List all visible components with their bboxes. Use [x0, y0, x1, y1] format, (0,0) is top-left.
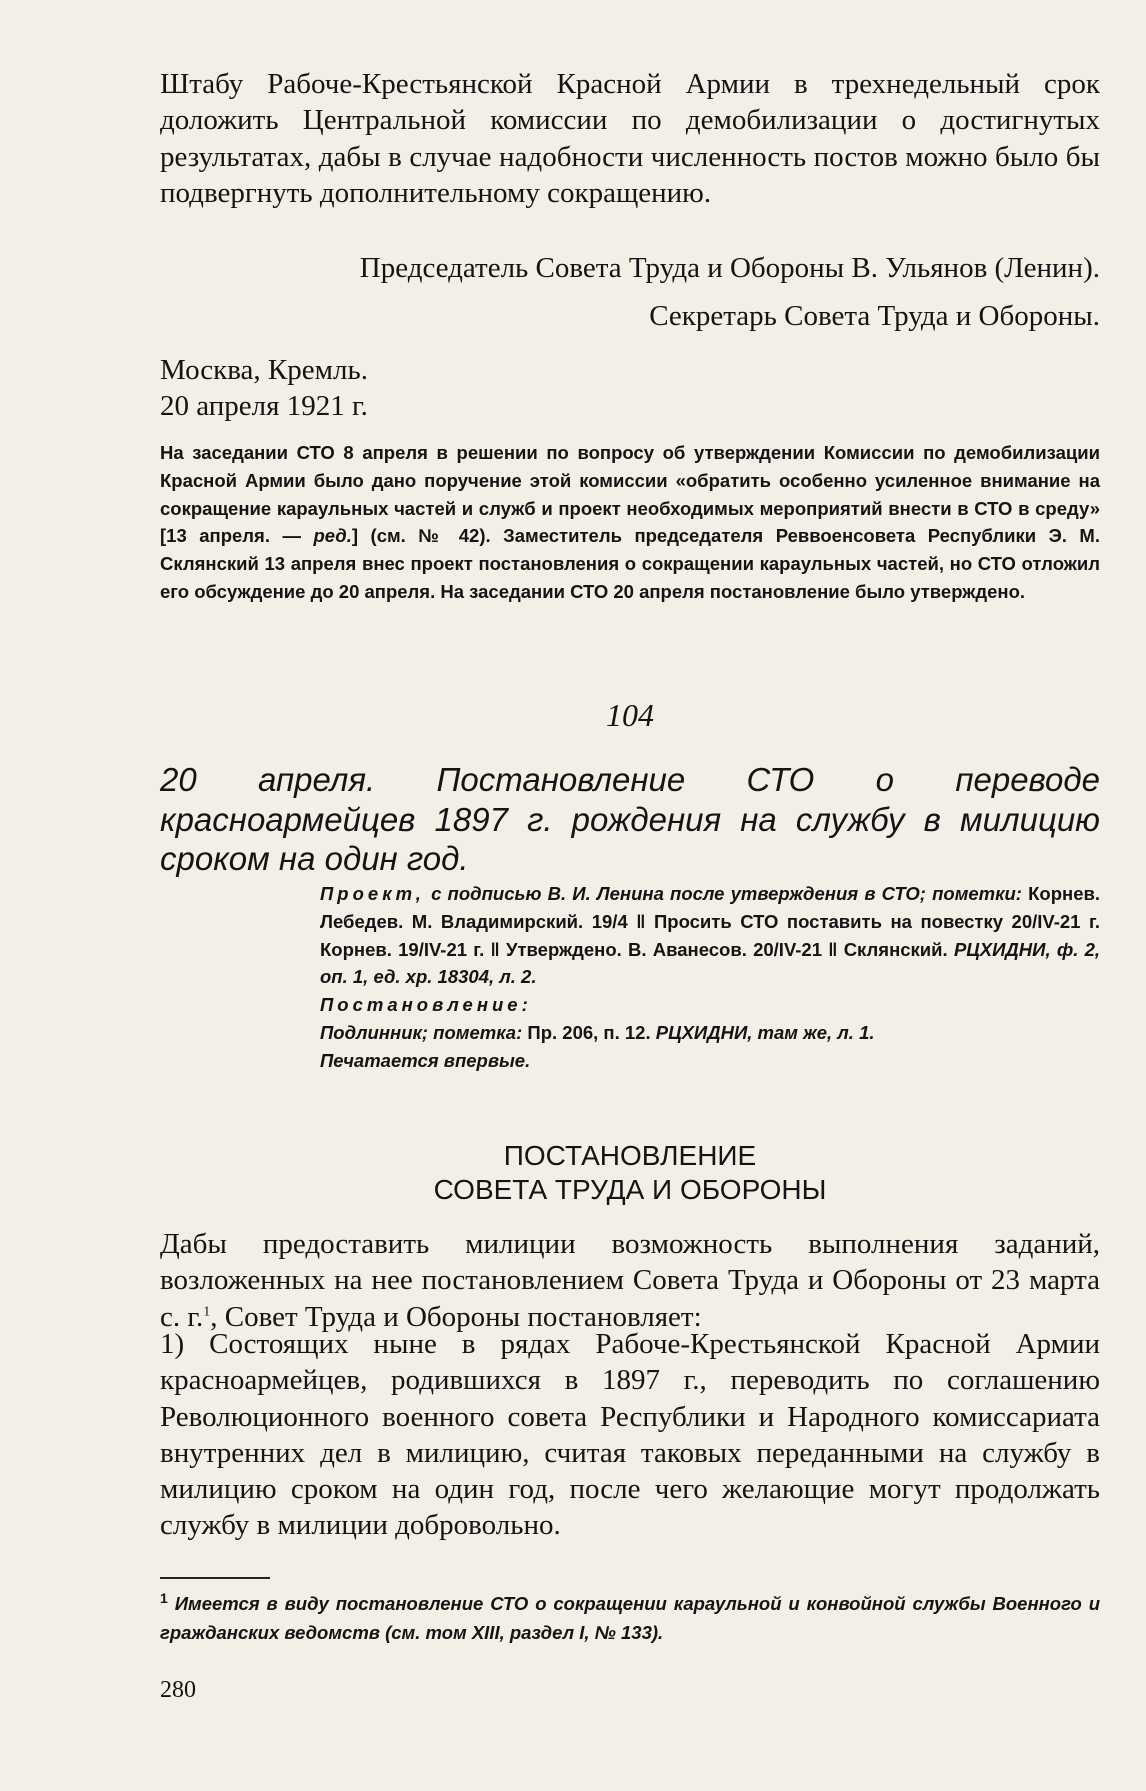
- date: 20 апреля 1921 г.: [160, 390, 368, 422]
- editor-note-part2: ] (см. № 42). Заместитель председателя Реввоенсовета Республики Э. М. Склянский 13 апреля внес проект постановления о сокращении караульных частей, но СТО отложил его обсуждение до 20 апреля. На заседании СТО 20 апреля постановление было утверждено.: [160, 525, 1100, 602]
- source-metadata: [320, 880, 1100, 1074]
- heading-line2: СОВЕТА ТРУДА И ОБОРОНЫ: [433, 1174, 827, 1205]
- intro-paragraph: Штабу Рабоче-Крестьянской Красной Армии в трехнедельный срок доложить Центральной комиссии по демобилизации о достигнутых результатах, дабы в случае надобности численность постов можно было бы подвергнуть дополнительному сокращению.: [160, 68, 1100, 209]
- meta-first-print: [320, 1047, 1100, 1075]
- meta-project-archive: РЦХИДНИ, ф. 2, оп. 1, ед. хр. 18304, л. 2.: [320, 938, 1101, 988]
- meta-original-label: Подлинник; пометка:: [320, 1021, 523, 1043]
- meta-original: [320, 1019, 1100, 1047]
- editor-note-part1: На заседании СТО 8 апреля в решении по вопросу об утверждении Комиссии по демобилизации Красной Армии было дано поручение этой комиссии «обратить особенно усиленное внимание на сокращение караульных частей и служб и проект необходимых мероприятий внести в СТО в среду» [13 апреля. —: [160, 442, 1100, 547]
- document-title: 20 апреля. Постановление СТО о переводе красноармейцев 1897 г. рождения на службу в милицию сроком на один год.: [160, 761, 1100, 878]
- place: Москва, Кремль.: [160, 354, 368, 386]
- editor-note: [160, 439, 1100, 606]
- footnote-divider: [160, 1577, 270, 1579]
- body-paragraph-2: 1) Состоящих ныне в рядах Рабоче-Крестьянской Красной Армии красноармейцев, родившихся в 1897 г., переводить по соглашению Революционного военного совета Республики и Народного комиссариата внутренних дел в милицию, считая таковых переданными на службу в милицию сроком на один год, после чего желающие могут продолжать службу в милиции добровольно.: [160, 1328, 1100, 1542]
- meta-original-archive: РЦХИДНИ, там же, л. 1.: [655, 1021, 875, 1043]
- meta-project-label: Проект,: [320, 883, 425, 904]
- footnote: [160, 1588, 1100, 1648]
- body-paragraph-1: [160, 1226, 1100, 1335]
- page-number: 280: [160, 1677, 196, 1703]
- signature-secretary: Секретарь Совета Труда и Обороны.: [649, 300, 1100, 332]
- meta-postanovlenie: [320, 991, 1100, 1019]
- footnote-ref: 1: [203, 1303, 211, 1319]
- meta-project-desc: с подписью В. И. Ленина после утверждения в СТО; пометки:: [431, 883, 1022, 904]
- signature-chair: Председатель Совета Труда и Обороны В. Ульянов (Ленин).: [359, 252, 1100, 284]
- editor-note-red: ред.: [313, 525, 352, 547]
- body-p1-a: Дабы предоставить милиции возможность выполнения заданий, возложенных на нее постановлением Совета Труда и Обороны от 23 марта с. г.: [160, 1228, 1100, 1333]
- meta-project-text: Корнев. Лебедев. М. Владимирский. 19/4 ‖ Просить СТО поставить на повестку 20/IV-21 г. Корнев. 19/IV-21 г. ‖ Утверждено. В. Аванесов. 20/IV-21 ‖ Склянский.: [320, 883, 1101, 960]
- footnote-text: Имеется в виду постановление СТО о сокращении караульной и конвойной службы Военного и гражданских ведомств (см. том XIII, раздел I, № 133).: [160, 1593, 1101, 1643]
- meta-project: [320, 880, 1100, 991]
- body-p1-b: , Совет Труда и Обороны постановляет:: [210, 1300, 702, 1333]
- document-number: 104: [606, 697, 654, 733]
- heading-line1: ПОСТАНОВЛЕНИЕ: [503, 1140, 757, 1171]
- meta-original-text: Пр. 206, п. 12.: [527, 1021, 651, 1043]
- meta-postanovlenie-label: Постановление:: [320, 994, 532, 1015]
- footnote-mark: 1: [160, 1590, 168, 1606]
- meta-first-print-text: Печатается впервые.: [320, 1049, 531, 1071]
